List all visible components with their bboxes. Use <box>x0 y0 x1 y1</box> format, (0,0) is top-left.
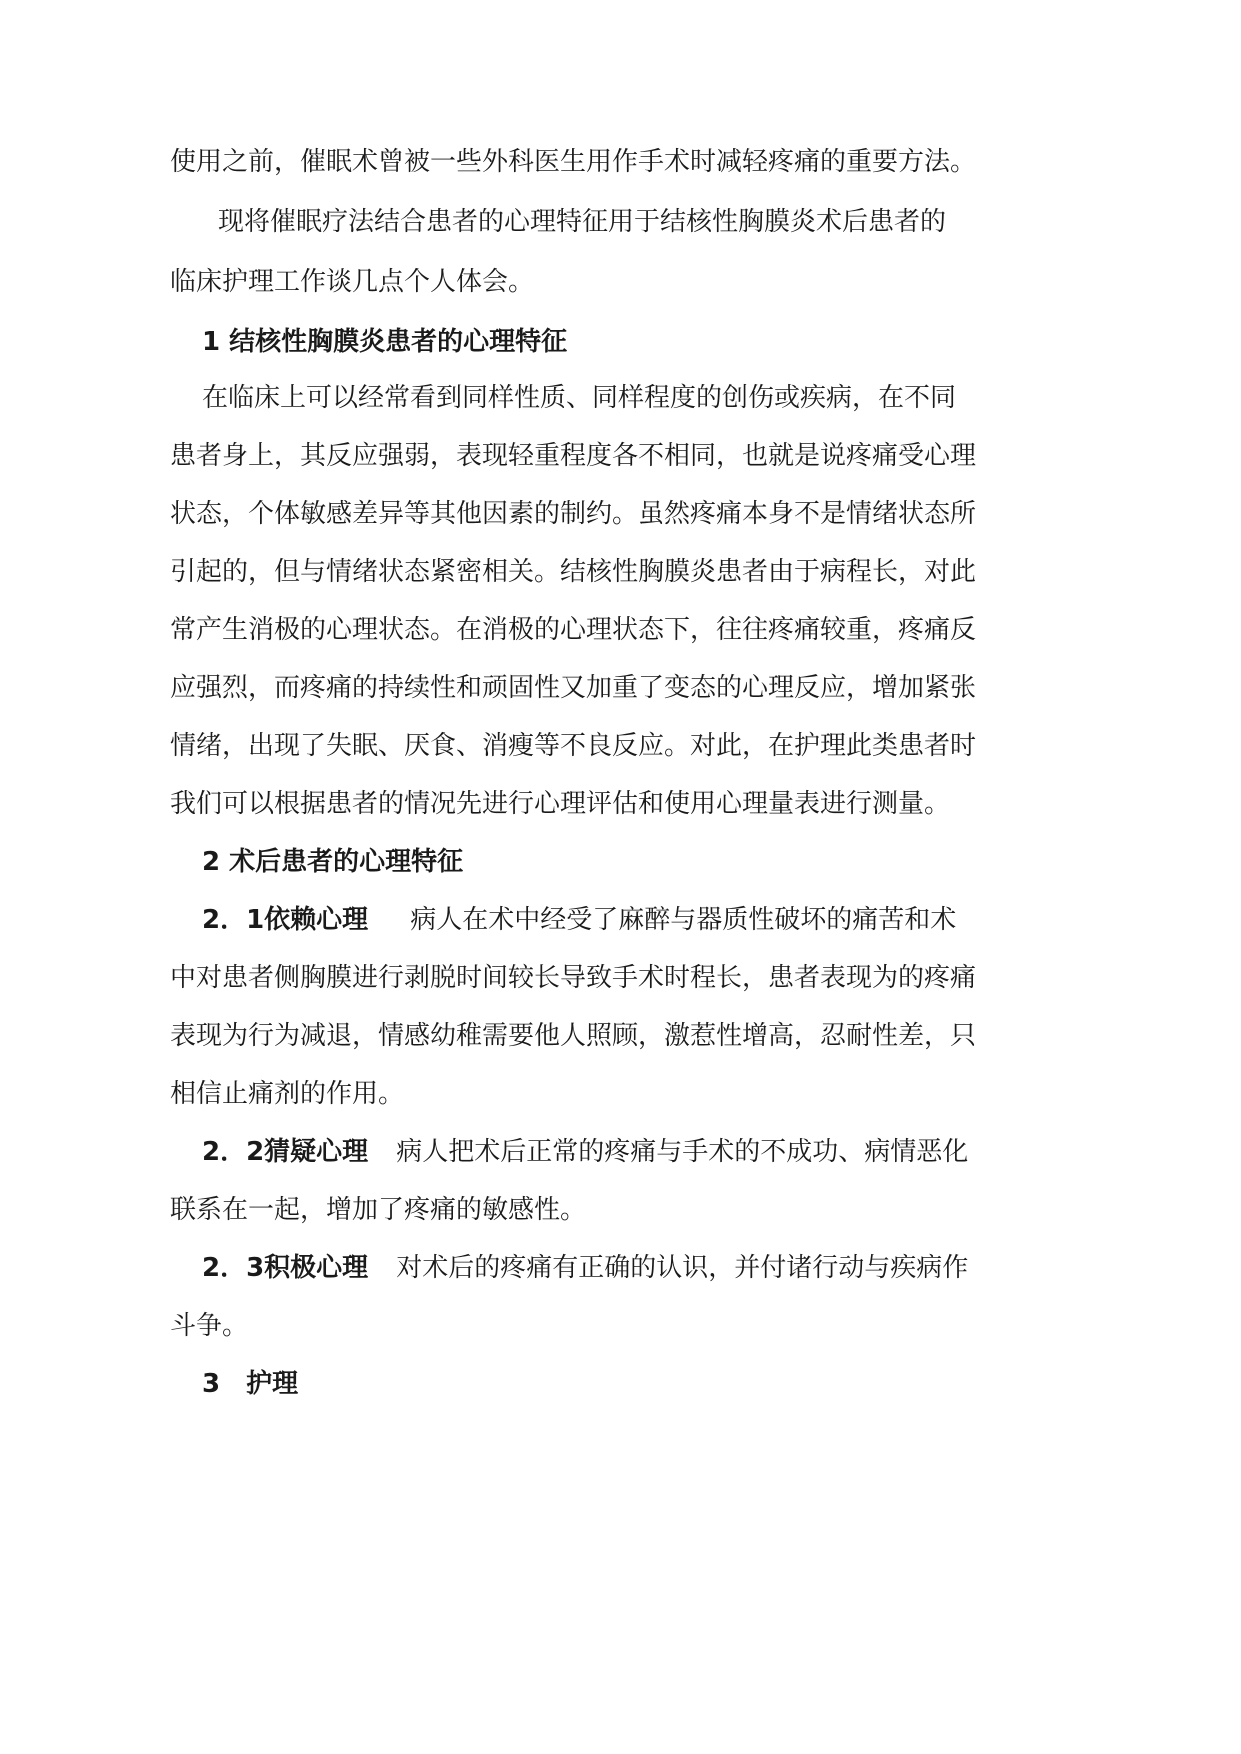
text-run: 应强烈，而疼痛的持续性和顽固性又加重了变态的心理反应，增加紧张 <box>170 673 977 703</box>
paragraph-line <box>170 552 1090 592</box>
paragraph-line <box>170 1074 1090 1114</box>
paragraph-line <box>170 1190 1090 1230</box>
paragraph-line <box>170 262 1090 302</box>
text-run: 患者身上，其反应强弱，表现轻重程度各不相同，也就是说疼痛受心理 <box>170 441 977 471</box>
text-run: 病人把术后正常的疼痛与手术的不成功、病情恶化 <box>396 1137 969 1167</box>
text-run: 临床护理工作谈几点个人体会。 <box>170 267 535 297</box>
paragraph-line <box>218 202 1138 242</box>
paragraph-line <box>202 378 1122 418</box>
text-run: 表现为行为减退，情感幼稚需要他人照顾，激惹性增高，忍耐性差，只 <box>170 1021 977 1051</box>
subheading-text: 2．2猜疑心理 <box>202 1137 369 1167</box>
paragraph-line <box>170 1016 1090 1056</box>
heading-text: 3 护理 <box>202 1369 299 1399</box>
text-run: 状态，个体敏感差异等其他因素的制约。虽然疼痛本身不是情绪状态所 <box>170 499 977 529</box>
paragraph-line <box>170 958 1090 998</box>
text-run: 斗争。 <box>170 1311 249 1341</box>
text-run: 常产生消极的心理状态。在消极的心理状态下，往往疼痛较重，疼痛反 <box>170 615 977 645</box>
paragraph-line <box>202 1248 1122 1288</box>
heading-text: 1 结核性胸膜炎患者的心理特征 <box>202 327 568 357</box>
paragraph-line <box>202 1132 1122 1172</box>
paragraph-line <box>170 784 1090 824</box>
subheading-text: 2．3积极心理 <box>202 1253 369 1283</box>
text-run: 病人在术中经受了麻醉与器质性破坏的痛苦和术 <box>410 905 957 935</box>
text-run: 中对患者侧胸膜进行剥脱时间较长导致手术时程长，患者表现为的疼痛 <box>170 963 977 993</box>
text-run: 使用之前，催眠术曾被一些外科医生用作手术时减轻疼痛的重要方法。 <box>170 147 977 177</box>
paragraph-line <box>170 436 1090 476</box>
paragraph-line <box>202 900 1122 940</box>
section-heading <box>202 842 1122 882</box>
heading-text: 2 术后患者的心理特征 <box>202 847 464 877</box>
text-run: 在临床上可以经常看到同样性质、同样程度的创伤或疾病，在不同 <box>202 383 957 413</box>
text-run: 情绪，出现了失眠、厌食、消瘦等不良反应。对此，在护理此类患者时 <box>170 731 977 761</box>
section-heading <box>202 1364 1122 1404</box>
section-heading <box>202 322 1122 362</box>
text-run: 现将催眠疗法结合患者的心理特征用于结核性胸膜炎术后患者的 <box>218 207 947 237</box>
text-run: 引起的，但与情绪状态紧密相关。结核性胸膜炎患者由于病程长，对此 <box>170 557 977 587</box>
paragraph-line <box>170 610 1090 650</box>
text-run: 相信止痛剂的作用。 <box>170 1079 405 1109</box>
text-run: 我们可以根据患者的情况先进行心理评估和使用心理量表进行测量。 <box>170 789 951 819</box>
text-run: 联系在一起，增加了疼痛的敏感性。 <box>170 1195 587 1225</box>
paragraph-line <box>170 726 1090 766</box>
paragraph-line <box>170 494 1090 534</box>
paragraph-line <box>170 142 1090 182</box>
paragraph-line <box>170 668 1090 708</box>
paragraph-line <box>170 1306 1090 1346</box>
text-run: 对术后的疼痛有正确的认识，并付诸行动与疾病作 <box>396 1253 969 1283</box>
subheading-text: 2．1依赖心理 <box>202 905 369 935</box>
